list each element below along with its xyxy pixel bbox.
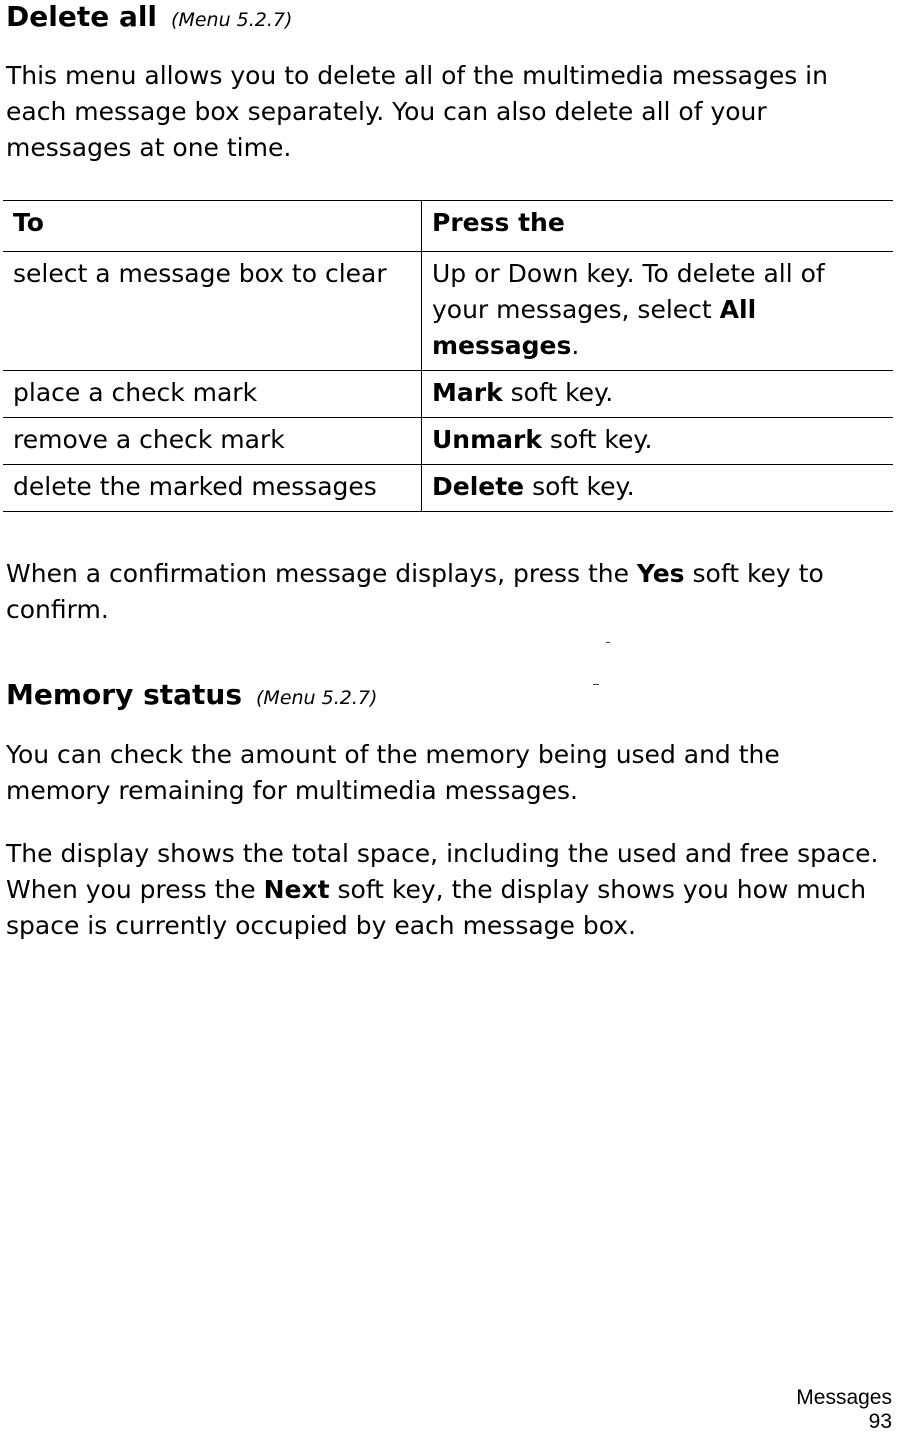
footer-section-name: Messages bbox=[796, 1386, 892, 1409]
paragraph-text: The display shows the total space, including the used and free space. When you press the bbox=[6, 839, 879, 904]
table-row bbox=[3, 418, 893, 465]
page-number: 93 bbox=[868, 1410, 892, 1433]
delete-all-title: Delete all bbox=[6, 0, 158, 33]
memory-status-heading bbox=[6, 678, 377, 711]
table-row bbox=[3, 371, 893, 418]
press-suffix: soft key. bbox=[502, 378, 614, 407]
press-text: Up or Down key. To delete all of your messages, select bbox=[432, 259, 825, 324]
confirm-key: Yes bbox=[636, 559, 685, 588]
table-cell-to: remove a check mark bbox=[3, 418, 422, 465]
next-key: Next bbox=[263, 875, 330, 904]
table-cell-press bbox=[422, 371, 894, 418]
table-header-press: Press the bbox=[422, 201, 894, 252]
table-cell-to: place a check mark bbox=[3, 371, 422, 418]
page-footer bbox=[796, 1386, 892, 1434]
table-cell-press bbox=[422, 252, 894, 371]
press-key: Delete bbox=[432, 472, 525, 501]
delete-all-heading bbox=[6, 0, 292, 33]
memory-status-paragraph-2 bbox=[6, 836, 886, 944]
memory-status-paragraph-1: You can check the amount of the memory being used and the memory remaining for multimedia messages. bbox=[6, 740, 780, 805]
press-suffix: soft key. bbox=[541, 425, 653, 454]
delete-all-menu-ref: (Menu 5.2.7) bbox=[171, 9, 293, 31]
scan-speck bbox=[606, 642, 610, 643]
table-row bbox=[3, 252, 893, 371]
table-cell-press bbox=[422, 418, 894, 465]
press-key: Mark bbox=[432, 378, 503, 407]
press-key: All messages bbox=[432, 295, 757, 360]
table-row bbox=[3, 465, 893, 512]
memory-status-title: Memory status bbox=[6, 678, 243, 711]
table-header-row bbox=[3, 201, 893, 252]
table-header-to: To bbox=[3, 201, 422, 252]
delete-all-intro: This menu allows you to delete all of the multimedia messages in each message box separately. You can also delete all of your messages at one time. bbox=[6, 61, 828, 162]
confirm-text: When a confirmation message displays, press the bbox=[6, 559, 637, 588]
table-cell-to: delete the marked messages bbox=[3, 465, 422, 512]
confirm-suffix: soft key to confirm. bbox=[6, 559, 824, 624]
memory-status-menu-ref: (Menu 5.2.7) bbox=[256, 687, 378, 709]
scan-speck bbox=[593, 684, 599, 685]
table-cell-press bbox=[422, 465, 894, 512]
delete-all-table bbox=[3, 200, 893, 512]
confirm-paragraph bbox=[6, 556, 886, 628]
press-suffix: . bbox=[571, 331, 580, 360]
press-key: Unmark bbox=[432, 425, 542, 454]
press-suffix: soft key. bbox=[524, 472, 635, 501]
table-cell-to: select a message box to clear bbox=[3, 252, 422, 371]
paragraph-suffix: soft key, the display shows you how much space is currently occupied by each message box. bbox=[6, 875, 867, 940]
